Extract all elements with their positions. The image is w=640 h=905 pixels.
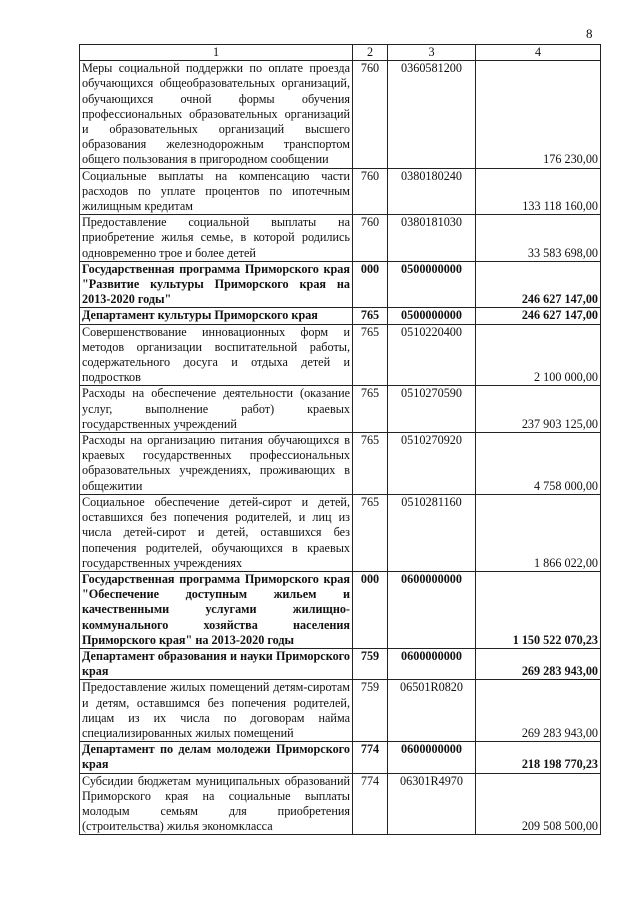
row-code-cell: 765 <box>353 386 388 433</box>
row-name-cell: Предоставление социальной выплаты на приобретение жилья семье, в которой родились одновременно трое и более детей <box>80 215 353 262</box>
row-target-cell: 0380180240 <box>388 168 476 215</box>
row-amount-cell: 246 627 147,00 <box>476 261 601 308</box>
header-col-1: 1 <box>80 45 353 61</box>
table-row <box>80 742 601 773</box>
table-header-row <box>80 45 601 61</box>
row-name-cell: Расходы на обеспечение деятельности (оказание услуг, выполнение работ) краевых государственных учреждений <box>80 386 353 433</box>
row-target-cell: 0600000000 <box>388 742 476 773</box>
row-name-cell: Департамент по делам молодежи Приморского края <box>80 742 353 773</box>
row-code-cell: 760 <box>353 215 388 262</box>
row-name-cell: Предоставление жилых помещений детям-сиротам и детям, оставшимся без попечения родителей, лицам из их числа по договорам найма специализированных жилых помещений <box>80 680 353 742</box>
row-amount-cell: 1 150 522 070,23 <box>476 571 601 648</box>
row-name-cell: Департамент культуры Приморского края <box>80 308 353 324</box>
row-amount-cell: 1 866 022,00 <box>476 494 601 571</box>
header-col-4: 4 <box>476 45 601 61</box>
row-name-cell: Субсидии бюджетам муниципальных образований Приморского края на социальные выплаты молодым семьям для приобретения (строительства) жилья экономкласса <box>80 773 353 835</box>
table-row <box>80 773 601 835</box>
table-row <box>80 571 601 648</box>
table-row <box>80 261 601 308</box>
header-col-3: 3 <box>388 45 476 61</box>
row-code-cell: 765 <box>353 494 388 571</box>
row-code-cell: 774 <box>353 773 388 835</box>
row-code-cell: 759 <box>353 648 388 679</box>
row-target-cell: 0510281160 <box>388 494 476 571</box>
row-target-cell: 0500000000 <box>388 261 476 308</box>
row-code-cell: 765 <box>353 324 388 386</box>
table-row <box>80 680 601 742</box>
row-amount-cell: 237 903 125,00 <box>476 386 601 433</box>
row-name-cell: Государственная программа Приморского края "Развитие культуры Приморского края на 2013-2020 годы" <box>80 261 353 308</box>
row-code-cell: 000 <box>353 261 388 308</box>
row-amount-cell: 176 230,00 <box>476 61 601 168</box>
row-code-cell: 774 <box>353 742 388 773</box>
row-amount-cell: 33 583 698,00 <box>476 215 601 262</box>
table-row <box>80 308 601 324</box>
table-row <box>80 494 601 571</box>
row-target-cell: 0500000000 <box>388 308 476 324</box>
row-amount-cell: 209 508 500,00 <box>476 773 601 835</box>
row-name-cell: Совершенствование инновационных форм и методов организации воспитательной работы, содержательного досуга и отдыха детей и подростков <box>80 324 353 386</box>
row-target-cell: 0510220400 <box>388 324 476 386</box>
table-row <box>80 215 601 262</box>
row-amount-cell: 4 758 000,00 <box>476 433 601 495</box>
table-row <box>80 386 601 433</box>
table-row <box>80 61 601 168</box>
row-name-cell: Департамент образования и науки Приморского края <box>80 648 353 679</box>
row-amount-cell: 218 198 770,23 <box>476 742 601 773</box>
row-amount-cell: 133 118 160,00 <box>476 168 601 215</box>
row-target-cell: 06501R0820 <box>388 680 476 742</box>
budget-table-body <box>80 45 601 835</box>
row-amount-cell: 246 627 147,00 <box>476 308 601 324</box>
table-row <box>80 168 601 215</box>
page-number: 8 <box>586 26 593 41</box>
header-col-2: 2 <box>353 45 388 61</box>
row-name-cell: Социальное обеспечение детей-сирот и детей, оставшихся без попечения родителей, и лиц из числа детей-сирот и детей, оставшихся без попечения родителей, обучающихся в краевых государственных учреждениях <box>80 494 353 571</box>
row-target-cell: 0360581200 <box>388 61 476 168</box>
row-code-cell: 760 <box>353 61 388 168</box>
row-name-cell: Социальные выплаты на компенсацию части расходов по уплате процентов по ипотечным жилищным кредитам <box>80 168 353 215</box>
row-code-cell: 759 <box>353 680 388 742</box>
table-row <box>80 324 601 386</box>
row-name-cell: Расходы на организацию питания обучающихся в краевых государственных профессиональных образовательных учреждениях, проживающих в общежитии <box>80 433 353 495</box>
row-code-cell: 765 <box>353 308 388 324</box>
row-name-cell: Государственная программа Приморского края "Обеспечение доступным жильем и качественными услугами жилищно-коммунального хозяйства населения Приморского края" на 2013-2020 годы <box>80 571 353 648</box>
row-target-cell: 0510270920 <box>388 433 476 495</box>
table-row <box>80 433 601 495</box>
row-target-cell: 0600000000 <box>388 571 476 648</box>
row-code-cell: 000 <box>353 571 388 648</box>
table-row <box>80 648 601 679</box>
row-target-cell: 0380181030 <box>388 215 476 262</box>
row-amount-cell: 2 100 000,00 <box>476 324 601 386</box>
row-code-cell: 765 <box>353 433 388 495</box>
row-target-cell: 06301R4970 <box>388 773 476 835</box>
row-name-cell: Меры социальной поддержки по оплате проезда обучающихся общеобразовательных организаций, обучающихся очной формы обучения профессиональных образовательных организаций и образовательных организаций высшего образования железнодорожным транспортом общего пользования в пригородном сообщении <box>80 61 353 168</box>
budget-table <box>79 44 601 835</box>
row-target-cell: 0510270590 <box>388 386 476 433</box>
row-code-cell: 760 <box>353 168 388 215</box>
row-amount-cell: 269 283 943,00 <box>476 648 601 679</box>
row-target-cell: 0600000000 <box>388 648 476 679</box>
row-amount-cell: 269 283 943,00 <box>476 680 601 742</box>
